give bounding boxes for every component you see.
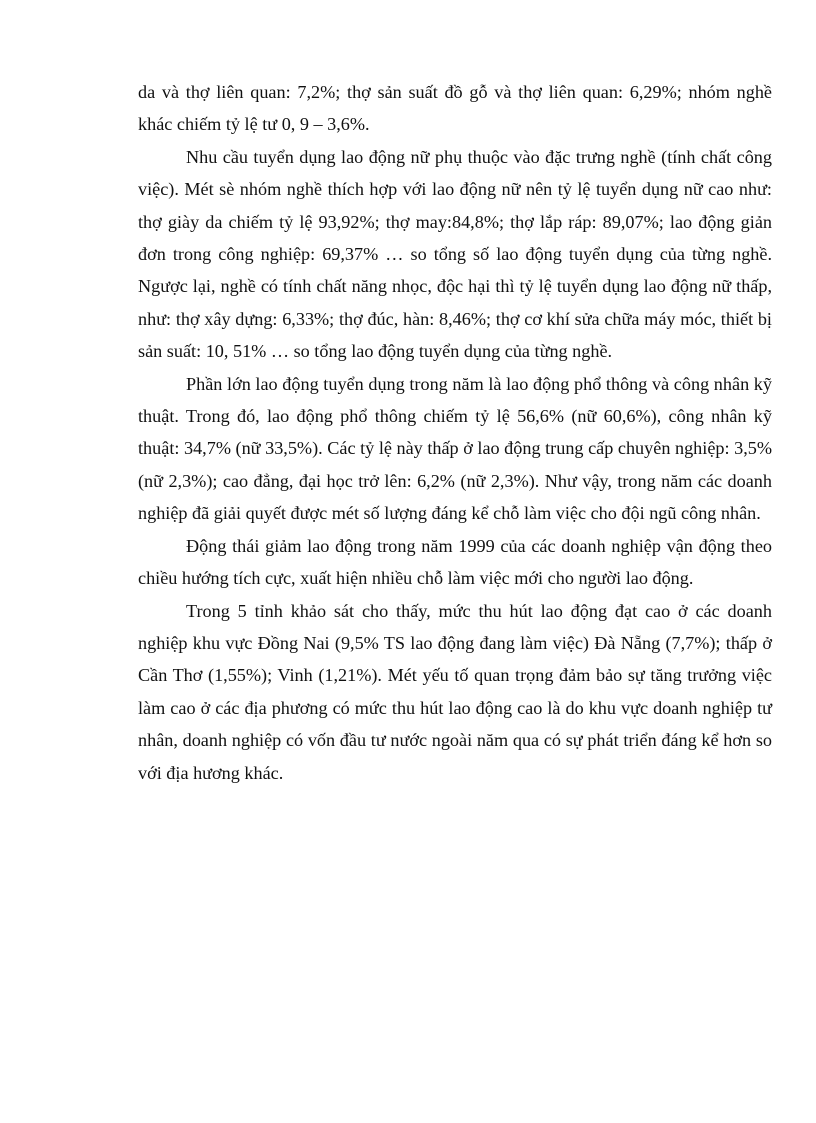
paragraph-5: Trong 5 tỉnh khảo sát cho thấy, mức thu hút lao động đạt cao ở các doanh nghiệp khu vực Đồng Nai (9,5% TS lao động đang làm việc) Đà Nẵng (7,7%); thấp ở Cần Thơ (1,55%); Vinh (1,21%). Mét yếu tố quan trọng đảm bảo sự tăng trưởng việc làm cao ở các địa phương có mức thu hút lao động cao là do khu vực doanh nghiệp tư nhân, doanh nghiệp có vốn đầu tư nước ngoài năm qua có sự phát triển đáng kể hơn so với địa hương khác. (138, 600, 772, 783)
paragraph-3: Phần lớn lao động tuyển dụng trong năm là lao động phổ thông và công nhân kỹ thuật. Trong đó, lao động phổ thông chiếm tỷ lệ 56,6% (nữ 60,6%), công nhân kỹ thuật: 34,7% (nữ 33,5%). Các tỷ lệ này thấp ở lao động trung cấp chuyên nghiệp: 3,5% (nữ 2,3%); cao đẳng, đại học trở lên: 6,2% (nữ 2,3%). Như vậy, trong năm các doanh nghiệp đã giải quyết được mét số lượng đáng kể chỗ làm việc cho đội ngũ công nhân. (138, 373, 772, 524)
paragraph-1: da và thợ liên quan: 7,2%; thợ sản suất đồ gỗ và thợ liên quan: 6,29%; nhóm nghề khác chiếm tỷ lệ tư 0, 9 – 3,6%. (138, 82, 772, 135)
paragraph-4: Động thái giảm lao động trong năm 1999 của các doanh nghiệp vận động theo chiều hướng tích cực, xuất hiện nhiều chỗ làm việc mới cho người lao động. (138, 535, 772, 589)
paragraph-2: Nhu cầu tuyển dụng lao động nữ phụ thuộc vào đặc trưng nghề (tính chất công việc). Mét sè nhóm nghề thích hợp với lao động nữ nên tỷ lệ tuyển dụng nữ cao như: thợ giày da chiếm tỷ lệ 93,92%; thợ may:84,8%; thợ lắp ráp: 89,07%; lao động giản đơn trong công nghiệp: 69,37% … so tổng số lao động tuyển dụng của từng nghề. Ngược lại, nghề có tính chất năng nhọc, độc hại thì tỷ lệ tuyển dụng lao động nữ thấp, như: thợ xây dựng: 6,33%; thợ đúc, hàn: 8,46%; thợ cơ khí sửa chữa máy móc, thiết bị sản suất: 10, 51% … so tổng lao động tuyển dụng của từng nghề. (138, 146, 772, 362)
document-page (138, 76, 772, 789)
